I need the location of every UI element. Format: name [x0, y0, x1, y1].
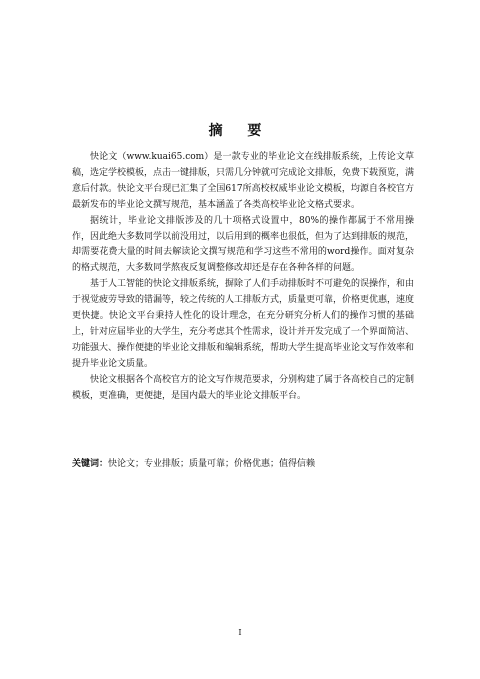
abstract-paragraph-1: 快论文（www.kuai65.com）是一款专业的毕业论文在线排版系统，上传论文草稿，选定学校模板，点击一键排版，只需几分钟就可完成论文排版，免费下载预览，满意后付款。快论文平台现已汇集了全国617所高校权威毕业论文模板，均源自各校官方最新发布的毕业论文撰写规范，基本涵盖了各类高校毕业论文格式要求。: [72, 152, 415, 210]
abstract-paragraph-2: 据统计，毕业论文排版涉及的几十项格式设置中，80%的操作都属于不常用操作，因此绝大多数同学以前没用过，以后用到的概率也很低，但为了达到排版的规范，却需要花费大量的时间去解读论文撰写规范和学习这些不常用的word操作。面对复杂的格式规范，大多数同学熬夜反复调整修改却还是存在各种各样的问题。: [72, 215, 415, 274]
keywords-label: 关键词：: [72, 459, 109, 469]
abstract-body: [72, 150, 414, 405]
abstract-paragraph-3: 基于人工智能的快论文排版系统，摒除了人们手动排版时不可避免的误操作，和由于视觉疲劳导致的错漏等，较之传统的人工排版方式，质量更可靠，价格更优惠，速度更快捷。快论文平台秉持人性化的设计理念，在充分研究分析人们的操作习惯的基础上，针对应届毕业的大学生，充分考虑其个性需求，设计并开发完成了一个界面简洁、功能强大、操作便捷的毕业论文排版和编辑系统，帮助大学生提高毕业论文写作效率和提升毕业论文质量。: [72, 279, 415, 369]
abstract-paragraph-4: 快论文根据各个高校官方的论文写作规范要求，分别构建了属于各高校自己的定制模板，更准确，更便捷，是国内最大的毕业论文排版平台。: [72, 374, 415, 401]
keywords-text: 快论文；专业排版；质量可靠；价格优惠；值得信赖: [108, 459, 316, 469]
page-number: I: [238, 628, 242, 637]
abstract-title: 摘 要: [208, 123, 272, 139]
keywords-line: [72, 457, 414, 472]
